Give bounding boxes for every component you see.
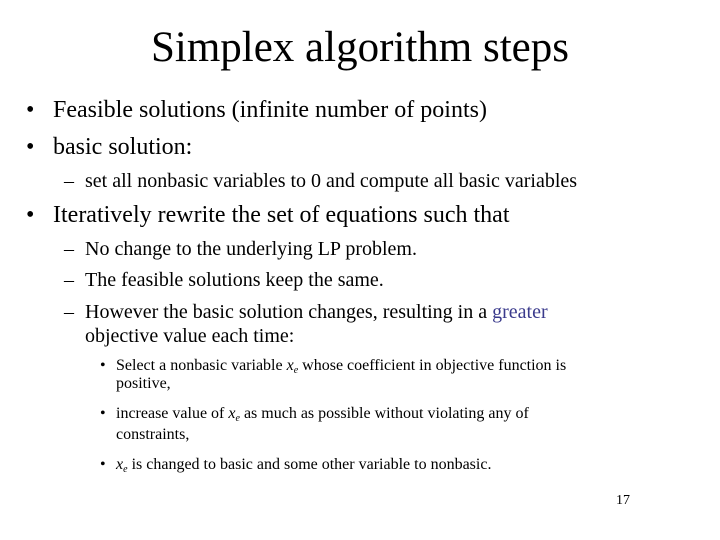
page-number: 17 <box>616 493 630 508</box>
bullet-marker: • <box>100 405 106 422</box>
l3-text-part: as much as possible without violating any of <box>243 405 529 422</box>
bullet-basic-text: basic solution: <box>53 134 193 160</box>
bullet-marker: • <box>26 134 35 160</box>
bullet-marker: • <box>100 456 106 473</box>
l3-text-part: whose coefficient in objective function is <box>302 357 567 374</box>
l3-text-part: increase value of <box>116 405 225 422</box>
subbullet-text: The feasible solutions keep the same. <box>85 269 384 291</box>
subbullet-text: No change to the underlying LP problem. <box>85 238 417 260</box>
highlighted-word: greater <box>492 301 548 323</box>
slide-title: Simplex algorithm steps <box>150 24 570 71</box>
variable-x: x <box>228 405 236 422</box>
l3-item-text <box>116 356 566 381</box>
subbullet-text-part: However the basic solution changes, resulting in a <box>85 301 488 323</box>
subbullet-basic-text: set all nonbasic variables to 0 and compute all basic variables <box>85 170 578 192</box>
l3-text-part: Select a nonbasic variable <box>116 357 283 374</box>
bullet-feasible-text: Feasible solutions (infinite number of points) <box>53 97 487 123</box>
dash-marker: – <box>64 170 74 192</box>
variable-subscript: e <box>123 464 128 475</box>
subbullet-text <box>85 300 548 324</box>
subbullet-text-continuation: objective value each time: <box>85 325 295 347</box>
dash-marker: – <box>64 301 74 323</box>
l3-text-part: is changed to basic and some other variable to nonbasic. <box>131 456 492 473</box>
bullet-marker: • <box>100 357 106 374</box>
l3-item-text <box>116 455 491 480</box>
variable-x: x <box>116 456 124 473</box>
variable-subscript: e <box>293 365 299 376</box>
variable-subscript: e <box>235 413 240 424</box>
l3-item-continuation: positive, <box>116 375 171 392</box>
variable-x: x <box>286 357 294 374</box>
bullet-iterative-text: Iteratively rewrite the set of equations such that <box>53 202 510 228</box>
dash-marker: – <box>64 269 74 291</box>
bullet-marker: • <box>26 202 35 228</box>
l3-item-continuation: constraints, <box>116 426 190 443</box>
bullet-marker: • <box>26 97 35 123</box>
dash-marker: – <box>64 238 74 260</box>
